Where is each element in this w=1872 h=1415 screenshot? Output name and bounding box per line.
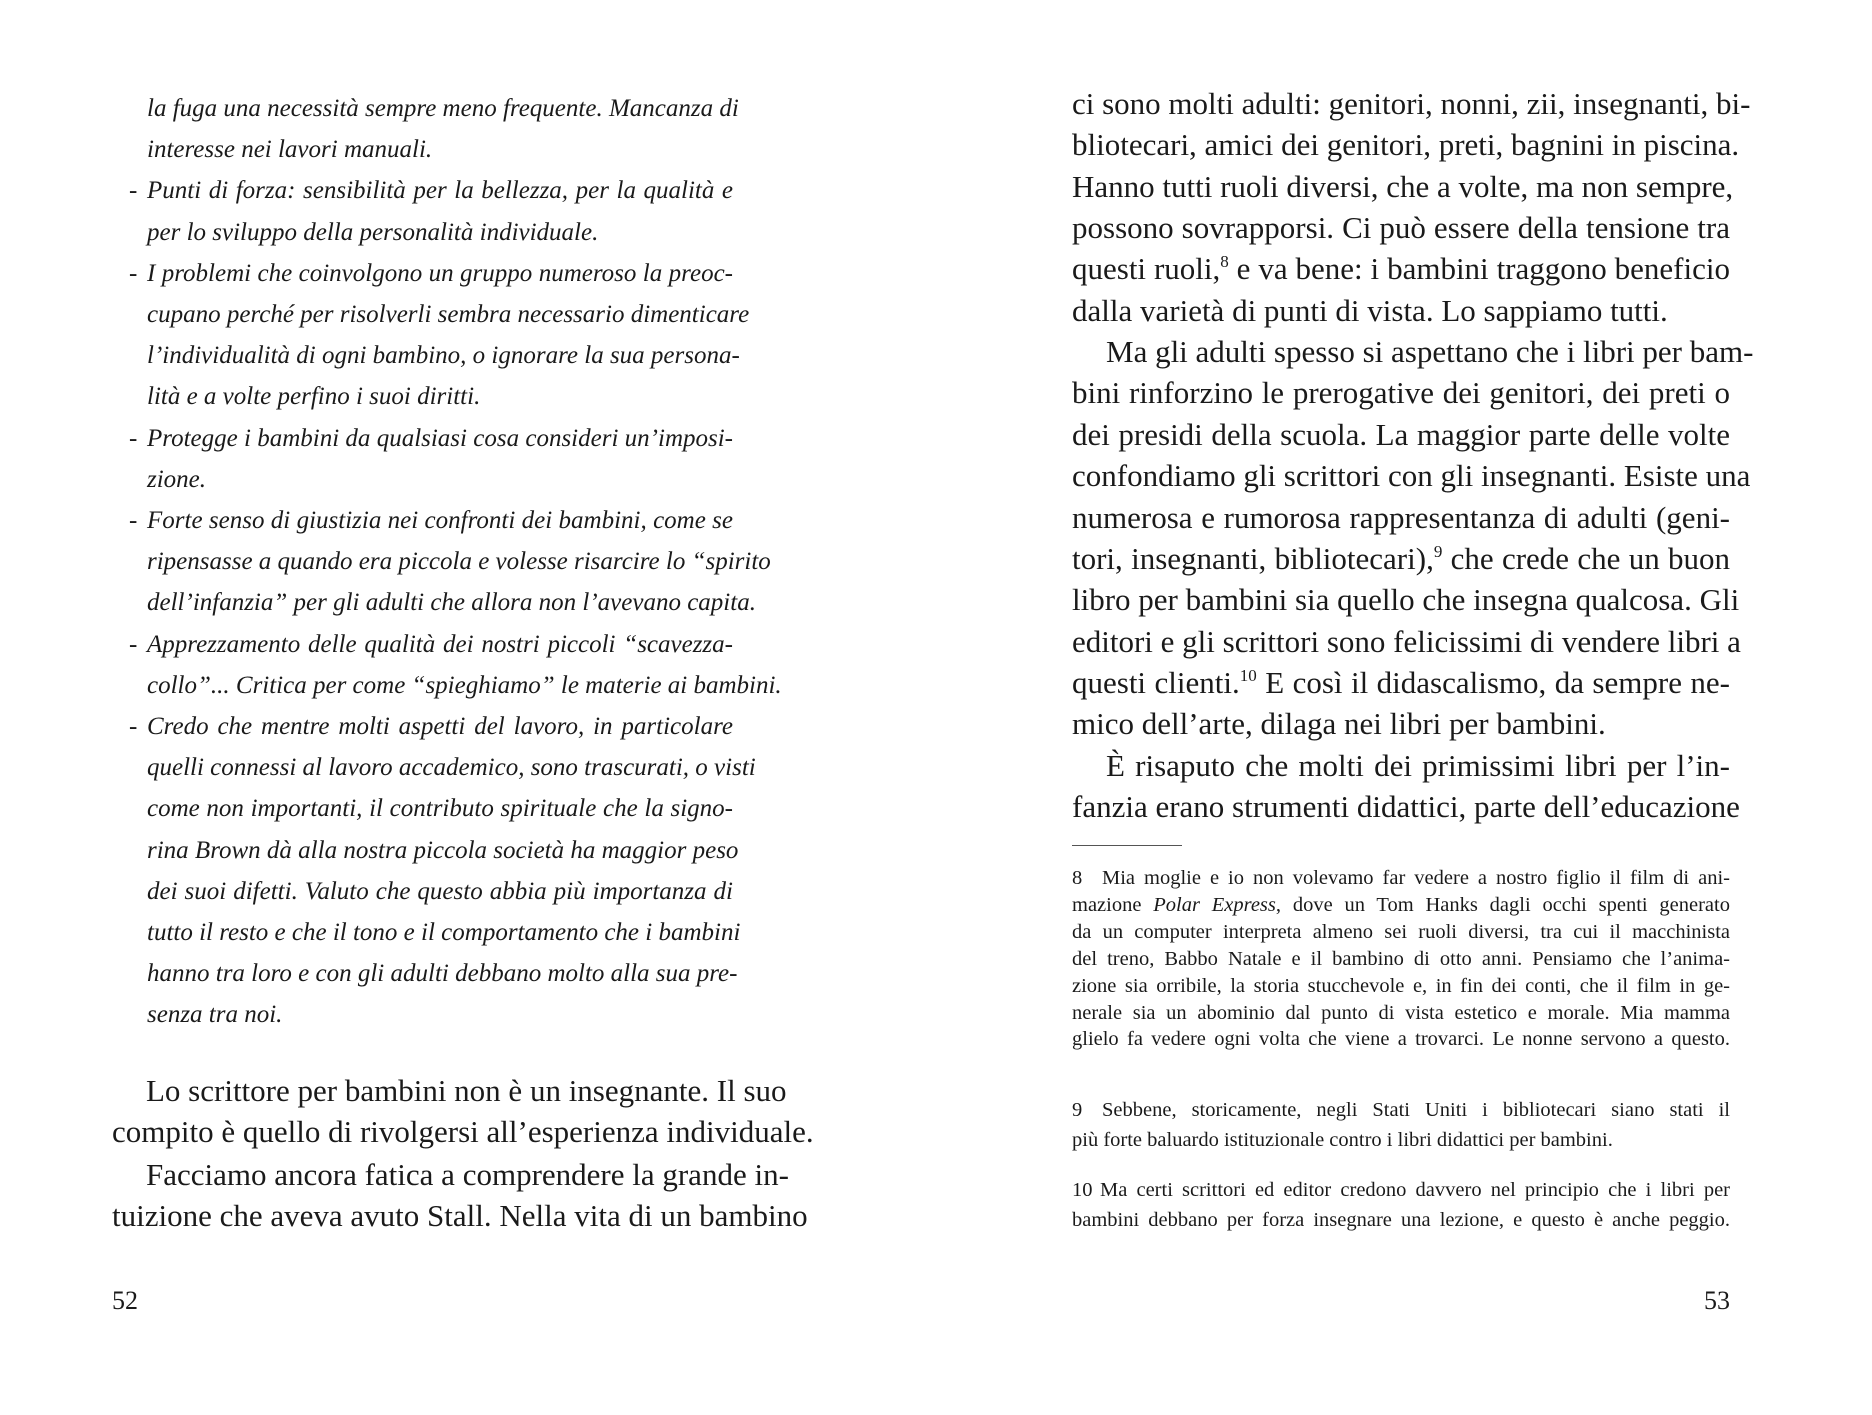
quote-line: hanno tra loro e con gli adulti debbano molto alla sua pre- [147,960,738,988]
body-line: questi ruoli,$^8$ e va bene: i bambini traggono beneficio [1072,251,1730,287]
list-dash: - [129,177,138,205]
quote-line: ripensasse a quando era piccola e volesse risarcire lo “spirito [147,548,771,576]
body-line: possono sovrapporsi. Ci può essere della tensione tra [1072,210,1730,246]
quote-line: lità e a volte perfino i suoi diritti. [147,383,481,411]
body-line: Ma gli adulti spesso si aspettano che i libri per bam- [1106,334,1754,370]
quote-line: Forte senso di giustizia nei confronti dei bambini, come se [147,507,733,534]
footnote-line: da un computer interpreta almeno sei ruoli diversi, tra cui il macchinista [1072,920,1730,943]
body-line: tuizione che aveva avuto Stall. Nella vita di un bambino [112,1198,808,1233]
body-line: È risaputo che molti dei primissimi libri per l’in- [1106,747,1730,783]
footnote-line: 10 Ma certi scrittori ed editor credono davvero nel principio che i libri per [1072,1179,1730,1201]
body-line: compito è quello di rivolgersi all’esperienza individuale. [112,1114,814,1149]
body-line: tori, insegnanti, bibliotecari),$^9$ che crede che un buon [1072,540,1730,576]
footnote-line: 8 Mia moglie e io non volevamo far vedere a nostro figlio il film di ani- [1072,867,1730,889]
body-line: mico dell’arte, dilaga nei libri per bambini. [1072,706,1606,742]
footnote-number: 9 [1072,1099,1083,1121]
list-dash: - [129,259,138,287]
quote-line: rina Brown dà alla nostra piccola società ha maggior peso [147,836,739,864]
body-line: ci sono molti adulti: genitori, nonni, zii, insegnanti, bi- [1072,86,1751,121]
quote-line: dei suoi difetti. Valuto che questo abbia più importanza di [147,877,733,905]
body-line: dalla varietà di punti di vista. Lo sappiamo tutti. [1072,292,1668,328]
quote-line: cupano perché per risolverli sembra necessario dimenticare [147,301,750,328]
footnote-line: glielo fa vedere ogni volta che viene a trovarci. Le nonne servono a questo. [1072,1028,1730,1051]
quote-line: collo”... Critica per come “spieghiamo” le materie ai bambini. [147,671,782,699]
quote-line: quelli connessi al lavoro accademico, sono trascurati, o visti [147,754,756,782]
body-line: Lo scrittore per bambini non è un insegnante. Il suo [146,1073,787,1108]
footnote-line: più forte baluardo istituzionale contro i libri didattici per bambini. [1072,1128,1613,1151]
quote-line: Punti di forza: sensibilità per la bellezza, per la qualità e [147,177,733,205]
quote-line: interesse nei lavori manuali. [147,136,433,164]
quote-line: I problemi che coinvolgono un gruppo numeroso la preoc- [147,259,733,287]
body-line: libro per bambini sia quello che insegna qualcosa. Gli [1072,582,1740,618]
body-line: fanzia erano strumenti didattici, parte dell’educazione [1072,788,1740,824]
quote-line: Apprezzamento delle qualità dei nostri piccoli “scavezza- [147,630,733,658]
footnote-line: 9 Sebbene, storicamente, negli Stati Uniti i bibliotecari siano stati il [1072,1099,1730,1121]
body-line: dei presidi della scuola. La maggior parte delle volte [1072,416,1730,452]
body-line: bliotecari, amici dei genitori, preti, bagnini in piscina. [1072,127,1740,163]
quote-line: Credo che mentre molti aspetti del lavoro, in particolare [147,713,733,740]
body-line: editori e gli scrittori sono felicissimi di vendere libri a [1072,623,1741,659]
body-line: numerosa e rumorosa rappresentanza di adulti (geni- [1072,499,1730,535]
footnote-line: mazione Polar Express, dove un Tom Hanks dagli occhi spenti generato [1072,893,1730,916]
footnote-line: nerale sia un abominio dal punto di vista estetico e morale. Mia mamma [1072,1001,1730,1024]
footnote-ref[interactable]: 9 [1433,541,1443,561]
footnote-line: zione sia orribile, la storia stucchevole e, in fin dei conti, che il film in ge- [1072,974,1730,997]
body-line: confondiamo gli scrittori con gli insegnanti. Esiste una [1072,458,1751,494]
footnote-number: 10 [1072,1179,1093,1201]
quote-line: la fuga una necessità sempre meno frequente. Mancanza di [147,95,739,122]
list-dash: - [129,424,138,452]
footnote-separator [1072,845,1182,846]
quote-line: dell’infanzia” per gli adulti che allora non l’avevano capita. [147,589,756,617]
quote-line: senza tra noi. [147,1001,283,1029]
body-line: bini rinforzino le prerogative dei genitori, dei preti o [1072,375,1730,411]
right-page [936,0,1872,1415]
list-dash: - [129,507,138,534]
quote-line: tutto il resto e che il tono e il comportamento che i bambini [147,919,741,946]
page-number-left: 52 [112,1286,138,1315]
quote-line: l’individualità di ogni bambino, o ignorare la sua persona- [147,342,740,370]
list-dash: - [129,713,138,740]
quote-line: Protegge i bambini da qualsiasi cosa consideri un’imposi- [147,424,733,452]
body-line: Hanno tutti ruoli diversi, che a volte, ma non sempre, [1072,168,1734,204]
quote-line: come non importanti, il contributo spirituale che la signo- [147,795,733,823]
film-title: Polar Express [1153,893,1276,916]
footnote-number: 8 [1072,867,1083,889]
quote-line: zione. [147,465,207,493]
footnote-line: del treno, Babbo Natale e il bambino di otto anni. Pensiamo che l’anima- [1072,947,1730,970]
footnote-line: bambini debbano per forza insegnare una lezione, e questo è anche peggio. [1072,1208,1730,1231]
footnote-ref[interactable]: 8 [1220,252,1229,272]
quote-line: per lo sviluppo della personalità individuale. [147,218,599,246]
footnote-ref[interactable]: 10 [1239,665,1257,685]
list-dash: - [129,630,138,658]
body-line: questi clienti.$^{10}$ E così il didascalismo, da sempre ne- [1072,664,1730,700]
page-number-right: 53 [1704,1286,1730,1315]
body-line: Facciamo ancora fatica a comprendere la grande in- [146,1157,789,1192]
